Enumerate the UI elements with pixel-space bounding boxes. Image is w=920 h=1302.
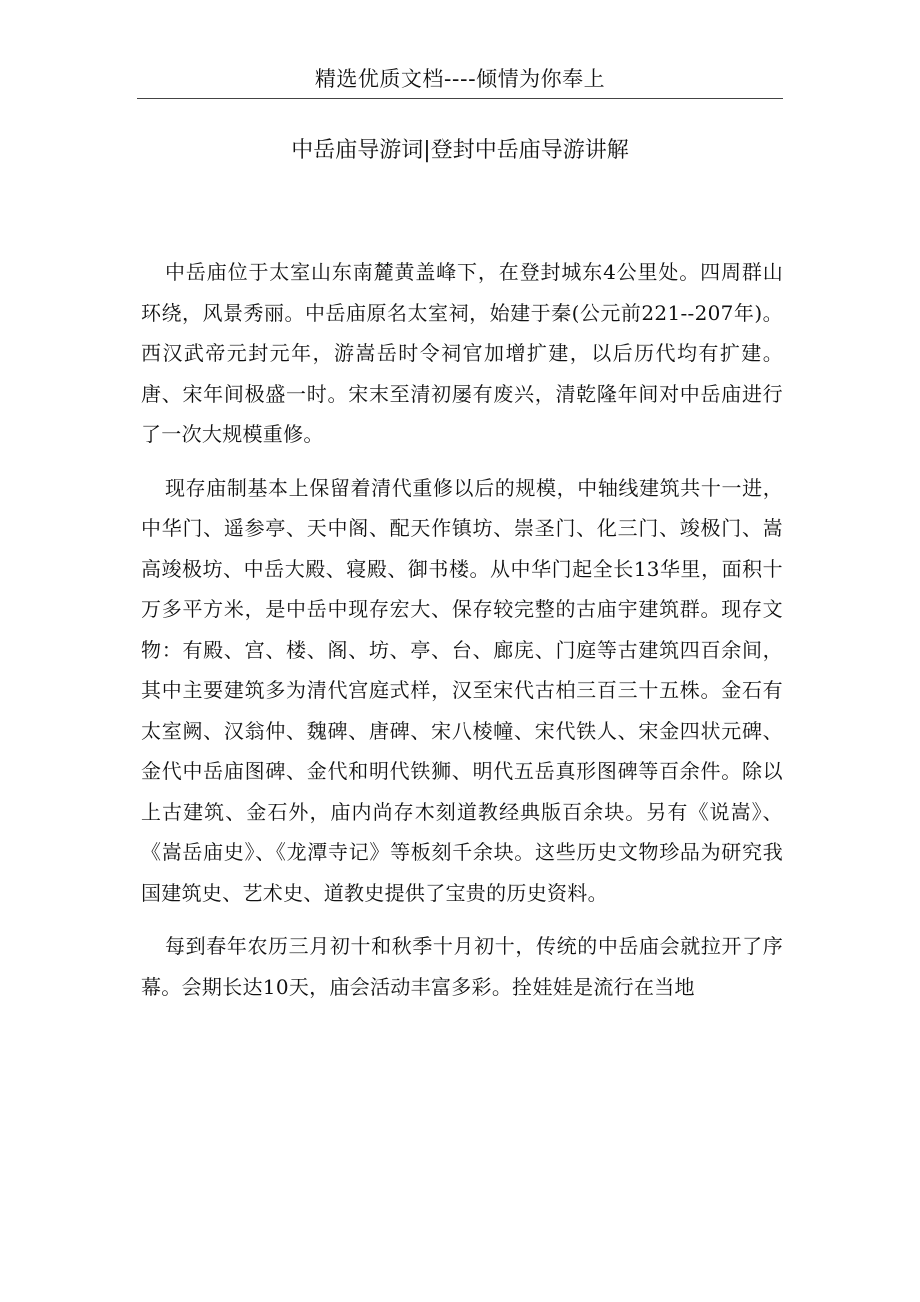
paragraph-intro: 中岳庙位于太室山东南麓黄盖峰下，在登封城东4公里处。四周群山环绕，风景秀丽。中岳庙原名太室祠，始建于秦(公元前221--207年)。西汉武帝元封元年，游嵩岳时令祠官加增扩建，以后历代均有扩建。唐、宋年间极盛一时。宋末至清初屡有废兴，清乾隆年间对中岳庙进行了一次大规模重修。: [141, 260, 783, 446]
document-body: [141, 252, 783, 1020]
paragraph-architecture: 现存庙制基本上保留着清代重修以后的规模，中轴线建筑共十一进，中华门、遥参亭、天中阁、配天作镇坊、崇圣门、化三门、竣极门、嵩高竣极坊、中岳大殿、寝殿、御书楼。从中华门起全长13华里，面积十万多平方米，是中岳中现存宏大、保存较完整的古庙宇建筑群。现存文物：有殿、宫、楼、阁、坊、亭、台、廊庑、门庭等古建筑四百余间，其中主要建筑多为清代宫庭式样，汉至宋代古柏三百三十五株。金石有太室阙、汉翁仲、魏碑、唐碑、宋八棱幢、宋代铁人、宋金四状元碑、金代中岳庙图碑、金代和明代铁狮、明代五岳真形图碑等百余件。除以上古建筑、金石外，庙内尚存木刻道教经典版百余块。另有《说嵩》、《嵩岳庙史》、《龙潭寺记》等板刻千余块。这些历史文物珍品为研究我国建筑史、艺术史、道教史提供了宝贵的历史资料。: [141, 475, 783, 905]
header-text: 精选优质文档----倾情为你奉上: [314, 67, 606, 91]
page-header: [137, 64, 783, 99]
paragraph-temple-fair: 每到春年农历三月初十和秋季十月初十，传统的中岳庙会就拉开了序幕。会期长达10天，庙会活动丰富多彩。拴娃娃是流行在当地: [141, 934, 783, 999]
document-title: 中岳庙导游词|登封中岳庙导游讲解: [291, 138, 629, 163]
